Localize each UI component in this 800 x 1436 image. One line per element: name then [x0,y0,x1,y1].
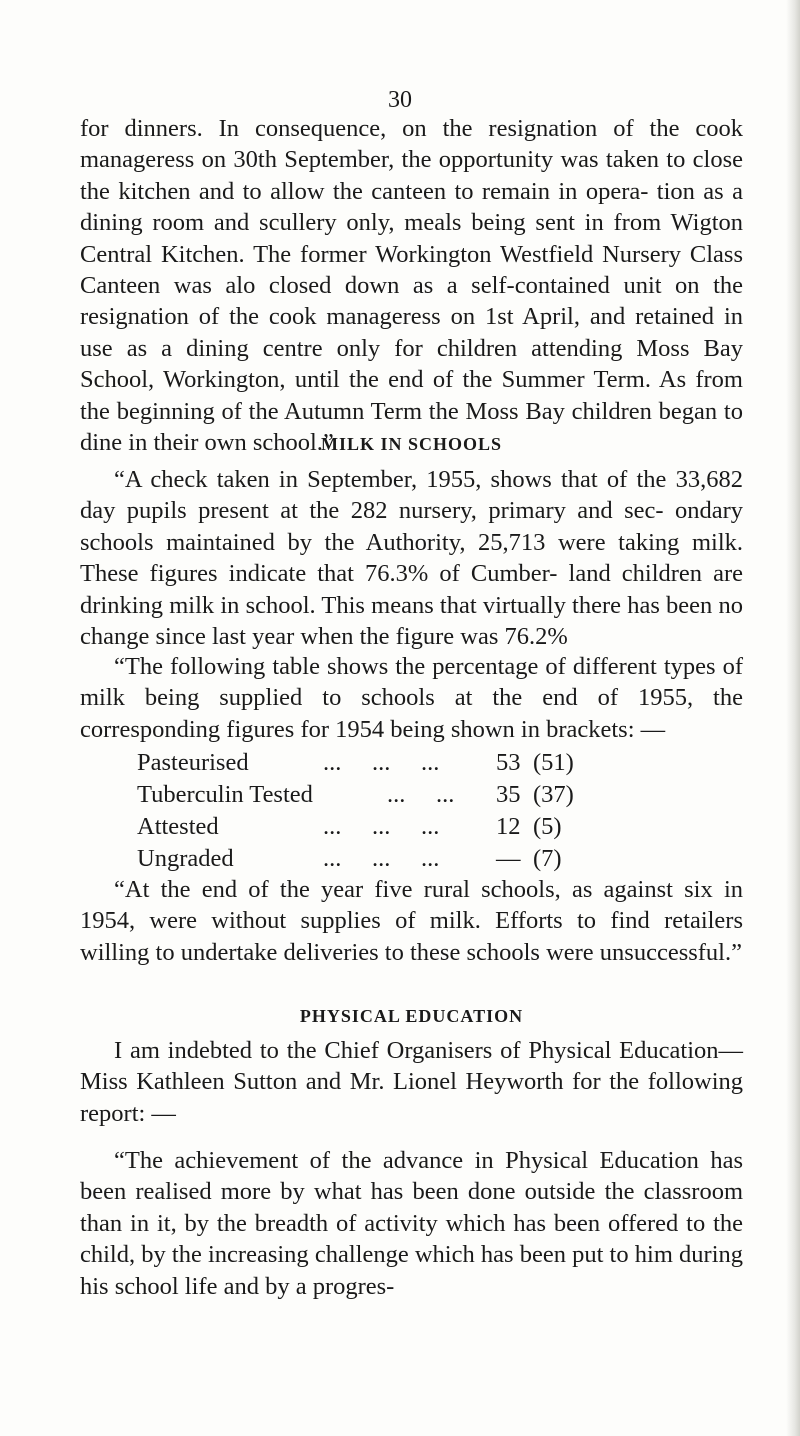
paragraph-text: “The following table shows the percentage of different types of milk being supplied to schools at the end of 1955, the corresponding figures for 1954 being shown in brackets: — [80,653,743,743]
paragraph-achievement [80,1145,743,1302]
paragraph-text: for dinners. In consequence, on the resignation of the cook manageress on 30th September, the opportunity was taken to close the kitchen and to allow the canteen to remain in opera- tion as a dining room and scullery only, meals being sent in from Wigton Central Kitchen. The former Workington Westfield Nursery Class Canteen was alo closed down as a self-contained unit on the resignation of the cook manageress on 1st April, and retained in use as a dining centre only for children attending Moss Bay School, Workington, until the end of the Summer Term. As from the beginning of the Autumn Term the Moss Bay children began to dine in their own school.” [80,115,743,457]
value-1955: 53 [496,749,521,776]
paragraph-text: “A check taken in September, 1955, shows that of the 33,682 day pupils present at the 282 nursery, primary and sec- ondary schools maintained by the Authority, 25,713 were taking milk. These figures indicate that 76.3% of Cumber- land children are drinking milk in school. This means that virtually there has been no change since last year when the figure was 76.2% [80,466,743,651]
section-heading: MILK IN SCHOOLS [320,434,503,454]
table-row [137,779,737,811]
milk-type-label: Tuberculin Tested [137,781,313,808]
value-1955: 35 [496,781,521,808]
paragraph-text: “The achievement of the advance in Physical Education has been realised more by what has been done outside the classroom than in it, by the breadth of activity which has been offered to the child, by the increasing challenge which has been put to him during his school life and by a progres- [80,1147,743,1300]
milk-type-label: Pasteurised [137,749,249,776]
section-heading: PHYSICAL EDUCATION [299,1006,524,1026]
value-1954: (51) [533,749,574,776]
paragraph-milk-check [80,464,743,652]
paragraph-milk-types [80,651,743,745]
paragraph-canteen-closure [80,113,743,458]
section-milk-in-schools [80,432,743,456]
leader-dots: ... ... ... [323,749,440,776]
section-physical-education [80,1004,743,1028]
value-1955: — [496,845,521,872]
leader-dots: ... ... ... [323,813,440,840]
paragraph-text: “At the end of the year five rural schools, as against six in 1954, were without supplies of milk. Efforts to find retailers willing to undertake deliveries to these schools were unsuccessful.” [80,876,743,966]
page-number: 30 [388,87,412,113]
value-1954: (7) [533,845,562,872]
milk-type-label: Ungraded [137,845,234,872]
leader-dots: ... ... ... [323,845,440,872]
value-1954: (5) [533,813,562,840]
value-1954: (37) [533,781,574,808]
value-1955: 12 [496,813,521,840]
milk-type-label: Attested [137,813,219,840]
page-edge-shadow [786,0,800,1436]
table-row [137,747,737,779]
table-row [137,811,737,843]
paragraph-indebted [80,1035,743,1129]
paragraph-text: I am indebted to the Chief Organisers of Physical Education—Miss Kathleen Sutton and Mr. Lionel Heyworth for the following report: — [80,1037,743,1127]
leader-dots: ... ... [387,781,455,808]
table-row [137,843,737,875]
paragraph-rural-schools [80,874,743,968]
milk-types-table [137,747,737,875]
